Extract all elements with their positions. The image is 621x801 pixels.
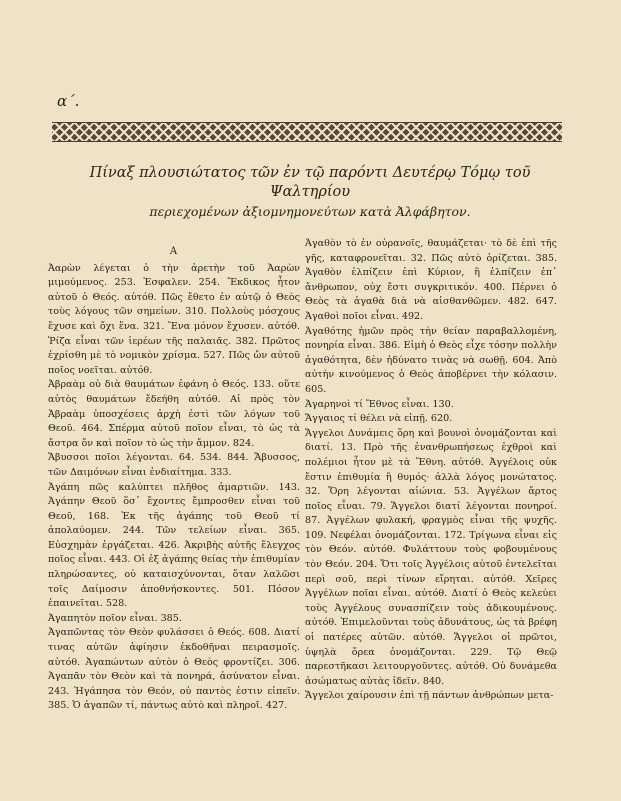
index-column-right [305, 237, 557, 704]
index-entry: Ἄγγελοι χαίρουσιν ἐπὶ τῇ πάντων ἀνθρώπων μετα- [305, 690, 554, 702]
ornamental-band [52, 122, 562, 142]
index-entry: Ἀγαπητὸν ποῖον εἶναι. 385. [48, 612, 182, 624]
index-entry: Ἄγγελοι Δυνάμεις ὅρη καὶ βουνοὶ ὀνομάζονται καὶ διατί. 13. Πρὸ τῆς ἐνανθρωπήσεως ἐχθροὶ καὶ πολέμιοι ἦτον μὲ τὰ Ἔθνη. αὐτόθ. Ἀγγέλοις οὐκ ἔστιν ἐπιθυμία ἢ θυμός· ἀλλὰ λόγος μονώτατος. 32. Ὅρη λέγονται αἰώνια. 53. Ἀγγέλων ἄρτος ποῖος εἶναι. 79. Ἄγγελοι διατί λέγονται πονηροί. 87. Ἀγγέλων φυλακή, φραγμὸς εἶναι τῆς ψυχῆς. 109. Νεφέλαι ὀνομάζονται. 172. Τρίγωνα εἶναι εἰς τὸν Θεόν. αὐτόθ. Φυλάττουν τοὺς φοβουμένους τὸν Θεόν. 204. Ὅτι τοῖς Ἀγγέλοις αὐτοῦ ἐντελεῖται περὶ σοῦ, περὶ τίνων εἴρηται. αὐτόθ. Χεῖρες Ἀγγέλων ποῖαι εἶναι. αὐτόθ. Διατί ὁ Θεὸς κελεύει τοὺς Ἀγγέλους συνασπίζειν τοὺς ἀδικουμένους. αὐτόθ. Ἐπιμελοῦνται τοὺς ἀδυνάτους, ὡς τὰ βρέφη οἱ πατέρες αὐτῶν. αὐτόθ. Ἄγγελοι οἱ πρῶτοι, ὑψηλὰ ὄρεα ὀνομάζονται. 229. Τῷ Θεῷ παρεστῆκασι λειτουργοῦντες. αὐτόθ. Οὐ δυνάμεθα ἀσώματως αὐτὰς ἰδεῖν. 840. [305, 427, 557, 687]
title-block [70, 164, 550, 221]
index-entry: Ἄγγαιος τί θέλει νὰ εἰπῇ. 620. [305, 413, 453, 425]
page-number: α΄. [57, 92, 80, 110]
index-entry: Ἀγαπῶντας τὸν Θεὸν φυλάσσει ὁ Θεός. 608. Διατί τινας αὐτῶν ἀφίησιν ἐκδοθῆναι πειρασμοῖς. αὐτόθ. Ἀγαπώντων αὐτὸν ὁ Θεὸς φροντίζει. 306. Ἀγαπᾶν τὸν Θεὸν καὶ τὰ πονηρά, ἀσύνατον εἶναι. 243. Ἠγάπησα τὸν Θεόν, οὐ παντὸς ἐστιν εἰπεῖν. 385. Ὁ ἀγαπῶν τί, πάντως αὐτὸ καὶ πληροῖ. 427. [48, 627, 300, 712]
page-title: Πίναξ πλουσιώτατος τῶν ἐν τῷ παρόντι Δευτέρῳ Τόμῳ τοῦ Ψαλτηρίου [89, 165, 531, 200]
index-column-left [48, 245, 300, 714]
index-entry: Ἀγαρηνοὶ τί Ἔθνος εἶναι. 130. [305, 398, 454, 410]
index-entry: Ἀβραὰμ οὐ διὰ θαυμάτων ἐφάνη ὁ Θεός. 133. οὕτε αὐτὸς θαυμάτων ἔδεήθη αὐτόθ. Αἱ πρὸς τὸν Ἀβραὰμ ὑποσχέσεις ἀρχὴ ἐστὶ τῶν λόγων τοῦ Θεοῦ. 464. Σπέρμα αὐτοῦ ποῖον εἶναι, τὸ ὡς τὰ ἄστρα ὄν καὶ ποῖον τὸ ὡς τὴν ἄμμον. 824. [48, 379, 300, 449]
index-entry: Ἄβυσσοι ποῖοι λέγονται. 64. 534. 844. Ἄβυσσος, τῶν Δαιμόνων εἶναι ἐνδιαίτημα. 333. [48, 452, 300, 478]
section-letter: Α [169, 246, 179, 257]
index-entry: Ἀγαθότης ἡμῶν πρὸς τὴν θείαν παραβαλλομένη, πονηρία εἶναι. 386. Εἰμὴ ὁ Θεὸς εἶχε τόσην πολλὴν ἀγαθότητα, δὲν ἠδύνατο τινὰς νὰ σωθῇ. 604. Ἀπὸ αὐτὴν κινούμενος ὁ Θεὸς ἀποβέρνει τὴν κόλασιν. 605. [305, 325, 557, 395]
index-entry: Ἀγαθὸν τὸ ἐν οὐρανοῖς, θαυμάζεται· τὸ δὲ ἐπὶ τῆς γῆς, καταφρονεῖται. 32. Πῶς αὐτὸ ὁρίζεται. 385. Ἀγαθὸν ἐλπίζειν ἐπὶ Κύριον, ἢ ἐλπίζειν ἐπ᾽ ἄνθρωπον, οὐχ ἔστι συγκριτικόν. 400. Πέρνει ὁ Θεὸς τὰ ἀγαθὰ διὰ νὰ αἰσθανθῶμεν. 482. 647. Ἀγαθοὶ ποῖοι εἶναι. 492. [305, 238, 557, 322]
index-entry: Ἀαρὼν λέγεται ὁ τὴν ἀρετὴν τοῦ Ἀαρὼν μιμούμενος. 253. Ἐσφαλεν. 254. Ἔκδικος ἦτον αὐτοῦ ὁ Θεός. αὐτόθ. Πῶς ἔθετο ἐν αὐτῷ ὁ Θεὸς τοὺς λόγους τῶν σημείων. 310. Πολλοὺς μόσχους ἔχυσε καὶ ὄχι ἕνα. 321. Ἕνα μόνον ἔχυσεν. αὐτόθ. Ῥίζα εἶναι τῶν ἱερέων τῆς παλαιᾶς. 382. Πρῶτος ἐχρίσθη μὲ τὸ νομικὸν χρίσμα. 527. Πῶς ὤν αὐτοῦ ποῖος νοεῖται. αὐτόθ. [48, 262, 300, 376]
page-subtitle: περιεχομένων ἀξιομνημονεύτων κατὰ Ἀλφάβητον. [149, 204, 471, 219]
index-entry: Ἀγάπη πῶς καλύπτει πλῆθος ἁμαρτιῶν. 143. Ἀγάπην Θεοῦ ὅσ᾽ ἔχοντες ἔμπροσθεν εἶναι τοῦ Θεοῦ, 168. Ἐκ τῆς ἀγάπης τοῦ Θεοῦ τί ἀπολαύομεν. 244. Τῶν τελείων εἶναι. 365. Εὐσχημὰν ἐργάζεται. 426. Ἀκριβὴς αὐτῆς ἔλεγχος ποῖος εἶναι. 443. Οἱ ἐξ ἀγάπης θείας τὴν ἐπιθυμίαν πληρώσαντες, οὐ καταισχύνονται, ὅταν λαλῶσι τοῖς Δαίμοσιν ἀποθνήσκοντες. 501. Πόσον ἐπαινεῖται. 528. [48, 481, 300, 610]
